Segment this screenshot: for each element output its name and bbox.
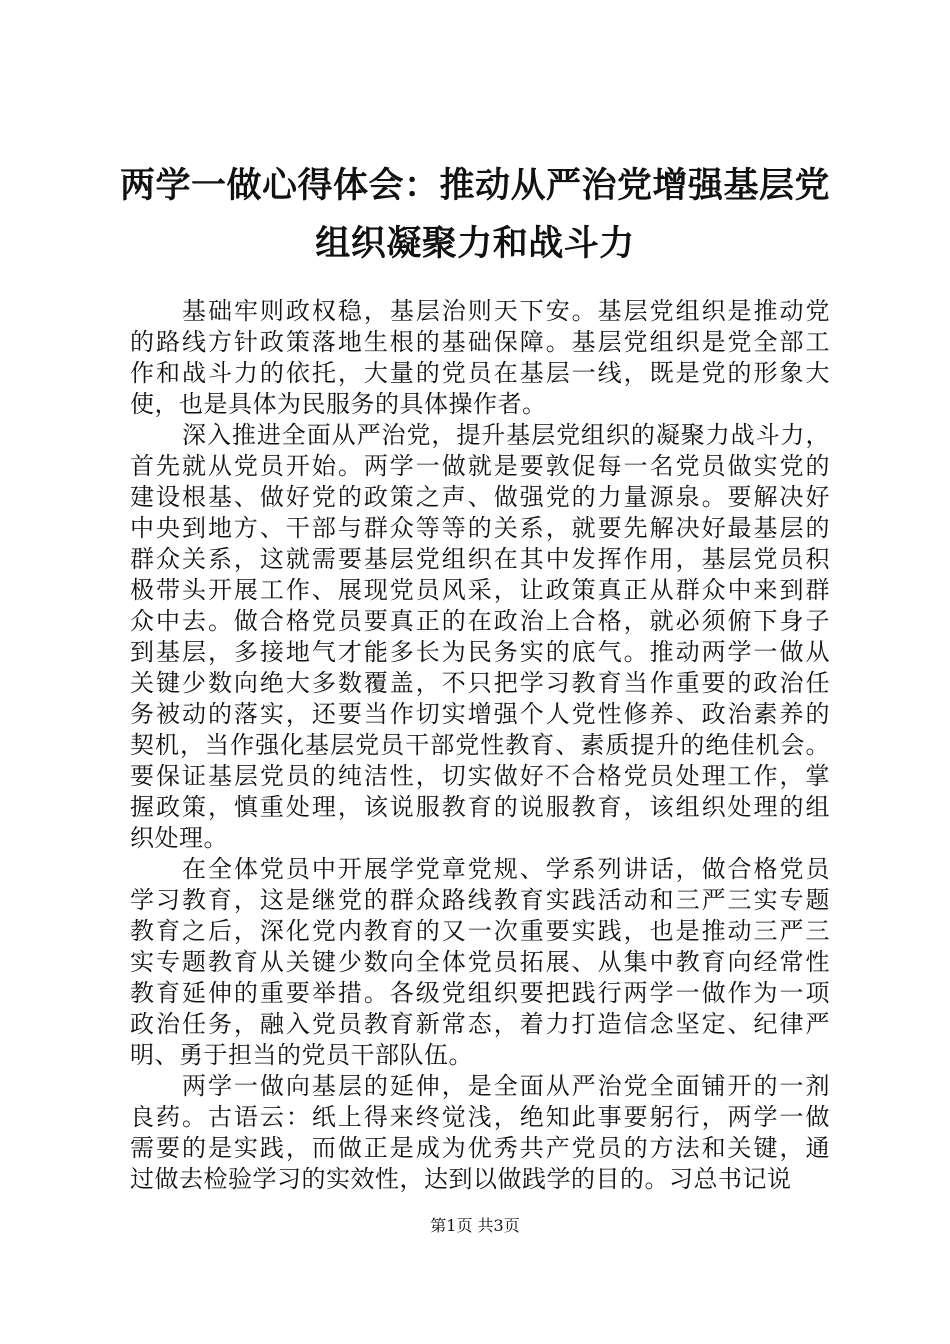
paragraph [130,420,830,854]
paragraph-line: 作和战斗力的依托，大量的党员在基层一线，既是党的形象大 [130,359,830,387]
paragraph-line: 教育之后，深化党内教育的又一次重要实践，也是推动三严三 [130,917,830,945]
page-footer: 第1页 共3页 [430,1216,520,1235]
paragraph-line: 政治任务，融入党员教育新常态，着力打造信念坚定、纪律严 [130,1010,830,1038]
paragraph-line: 中央到地方、干部与群众等等的关系，就要先解决好最基层的 [130,514,830,542]
paragraph-line: 在全体党员中开展学党章党规、学系列讲话，做合格党员 [182,855,830,883]
paragraph-line: 握政策，慎重处理，该说服教育的说服教育，该组织处理的组 [130,793,830,821]
paragraph [130,1071,830,1195]
paragraph-line: 群众关系，这就需要基层党组织在其中发挥作用，基层党员积 [130,545,830,573]
paragraph-line: 良药。古语云：纸上得来终觉浅，绝知此事要躬行，两学一做 [130,1103,830,1131]
paragraph-line: 过做去检验学习的实效性，达到以做践学的目的。习总书记说 [130,1165,792,1193]
paragraph-line: 关键少数向绝大多数覆盖，不只把学习教育当作重要的政治任 [130,669,830,697]
paragraph-line: 要保证基层党员的纯洁性，切实做好不合格党员处理工作，掌 [130,762,830,790]
paragraph-line: 基础牢则政权稳，基层治则天下安。基层党组织是推动党 [182,297,830,325]
paragraph-line: 契机，当作强化基层党员干部党性教育、素质提升的绝佳机会。 [130,731,830,759]
paragraph-line: 学习教育，这是继党的群众路线教育实践活动和三严三实专题 [130,886,830,914]
paragraph-line: 务被动的落实，还要当作切实增强个人党性修养、政治素养的 [130,700,830,728]
paragraph-line: 使，也是具体为民服务的具体操作者。 [130,390,547,418]
document-title-line-1: 两学一做心得体会：推动从严治党增强基层党 [119,165,830,206]
paragraph [130,296,830,420]
paragraph-line: 建设根基、做好党的政策之声、做强党的力量源泉。要解决好 [130,483,830,511]
paragraph-line: 实专题教育从关键少数向全体党员拓展、从集中教育向经常性 [130,948,830,976]
paragraph [130,854,830,1071]
paragraph-line: 众中去。做合格党员要真正的在政治上合格，就必须俯下身子 [130,607,830,635]
document-title-line-2: 组织凝聚力和战斗力 [315,223,635,264]
document-body [130,296,830,1195]
paragraph-line: 首先就从党员开始。两学一做就是要敦促每一名党员做实党的 [130,452,830,480]
paragraph-line: 极带头开展工作、展现党员风采，让政策真正从群众中来到群 [130,576,830,604]
paragraph-line: 教育延伸的重要举措。各级党组织要把践行两学一做作为一项 [130,979,830,1007]
paragraph-line: 需要的是实践，而做正是成为优秀共产党员的方法和关键，通 [130,1134,830,1162]
paragraph-line: 织处理。 [130,824,228,852]
paragraph-line: 到基层，多接地气才能多长为民务实的底气。推动两学一做从 [130,638,830,666]
paragraph-line: 两学一做向基层的延伸，是全面从严治党全面铺开的一剂 [182,1072,830,1100]
paragraph-line: 深入推进全面从严治党，提升基层党组织的凝聚力战斗力， [182,421,830,449]
paragraph-line: 明、勇于担当的党员干部队伍。 [130,1041,473,1069]
paragraph-line: 的路线方针政策落地生根的基础保障。基层党组织是党全部工 [130,328,830,356]
